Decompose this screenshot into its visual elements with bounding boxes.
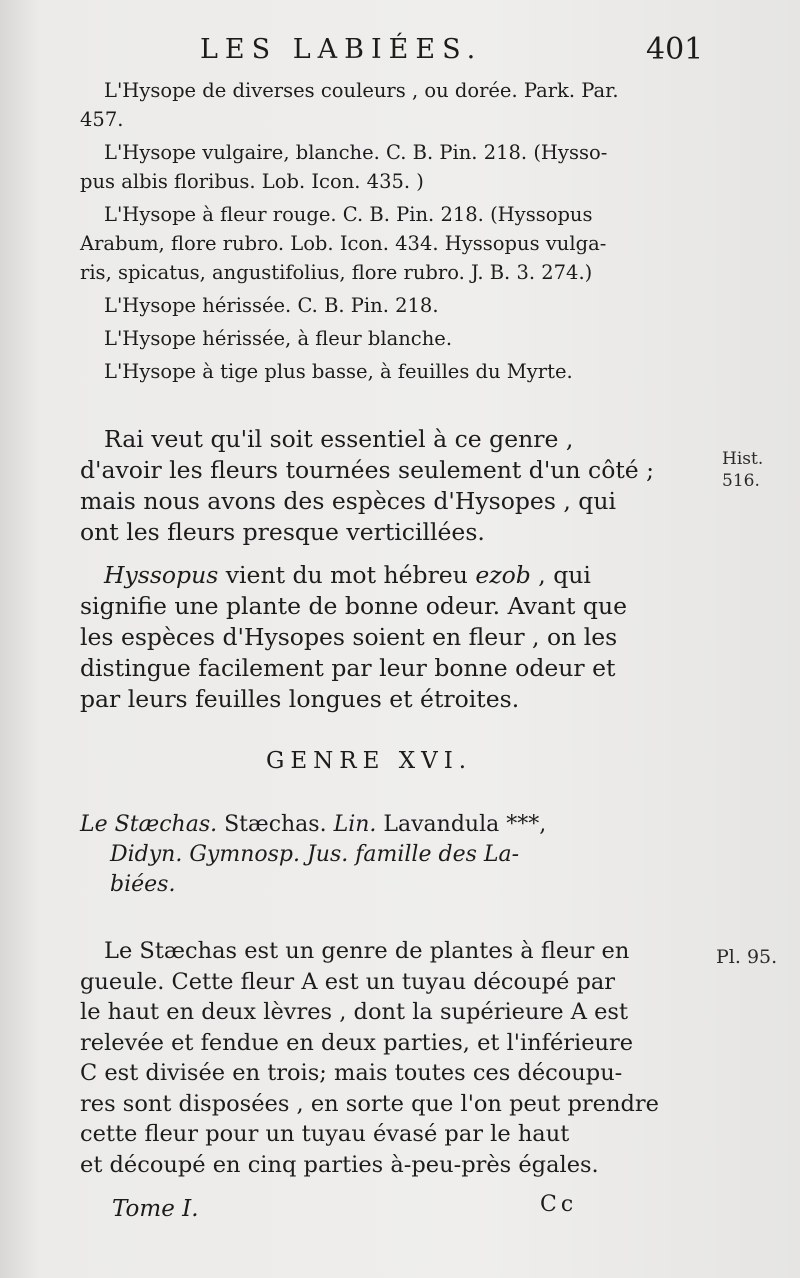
paragraph-hyssopus: Hyssopus vient du mot hébreu ezob , qui signifie une plante de bonne odeur. Avant que les espèces d'Hysopes soient en fleur , on les distingue facilement par leur bonne odeur et par leurs feuilles longues et étroites. (80, 561, 628, 713)
reference-entry: L'Hysope à tige plus basse, à feuilles du Myrte. (104, 360, 573, 383)
paragraph-rai: Rai veut qu'il soit essentiel à ce genre , d'avoir les fleurs tournées seulement d'un côté ; mais nous avons des espèces d'Hysopes , qui ont les fleurs presque verticillées. (80, 425, 655, 546)
margin-note-plate: Pl. 95. (716, 946, 778, 968)
reference-entry: L'Hysope hérissée, à fleur blanche. (104, 327, 453, 350)
signature-mark: Cc (540, 1192, 578, 1217)
paragraph-staechas: Le Stæchas est un genre de plantes à fleur en gueule. Cette fleur A est un tuyau découpé par le haut en deux lèvres , dont la supérieure A est relevée et fendue en deux parties, et l'inférieure C est divisée en trois; mais toutes ces découpu- res sont disposées , en sorte que l'on peut prendre cette fleur pour un tuyau évasé par le haut et découpé en cinq parties à-peu-près égales. (80, 938, 659, 1178)
synonym-references (80, 76, 700, 390)
reference-entry: L'Hysope vulgaire, blanche. C. B. Pin. 218. (Hysso- pus albis floribus. Lob. Icon. 435. ) (80, 141, 608, 193)
volume-label: Tome I. (112, 1196, 199, 1222)
classification: Le Stæchas. Stæchas. Lin. Lavandula ***, Didyn. Gymnosp. Jus. famille des La- biées. (80, 812, 547, 897)
genre-heading: GENRE XVI. (266, 748, 473, 774)
page-number: 401 (646, 32, 704, 67)
reference-entry: L'Hysope de diverses couleurs , ou dorée. Park. Par. 457. (80, 79, 619, 131)
reference-entry: L'Hysope à fleur rouge. C. B. Pin. 218. (Hyssopus Arabum, flore rubro. Lob. Icon. 434. Hyssopus vulga- ris, spicatus, angustifolius, flore rubro. J. B. 3. 274.) (80, 203, 607, 284)
reference-entry: L'Hysope hérissée. C. B. Pin. 218. (104, 294, 439, 317)
margin-note-hist: Hist. 516. (722, 449, 764, 491)
running-title: LES LABIÉES. (200, 34, 483, 65)
